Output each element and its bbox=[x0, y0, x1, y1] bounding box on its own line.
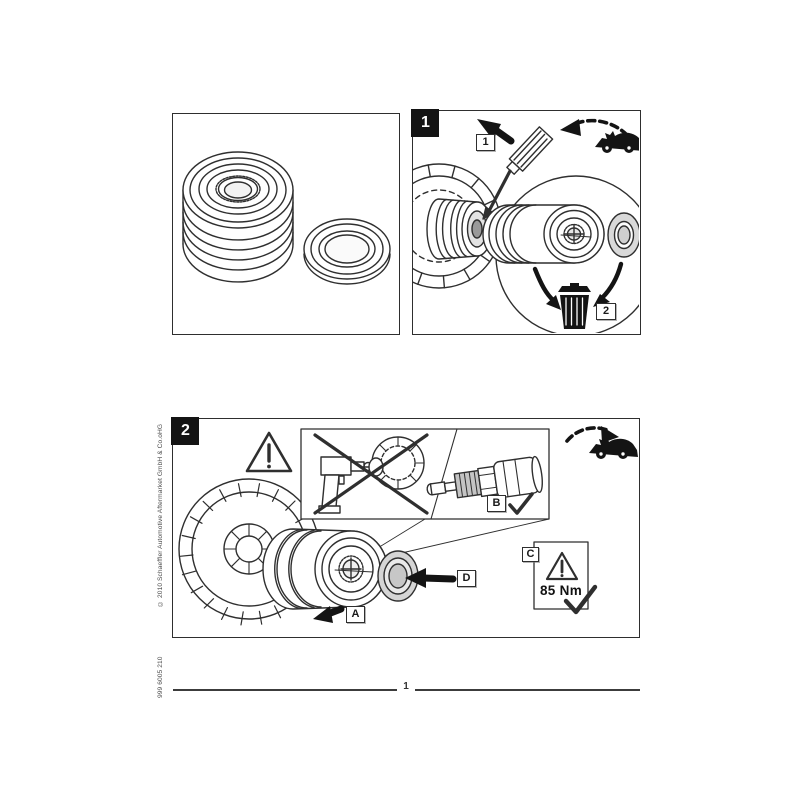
page-number: 1 bbox=[403, 681, 409, 692]
pulley-illustration bbox=[263, 529, 387, 609]
panel-parts-overview bbox=[172, 113, 400, 335]
torque-spec-box bbox=[534, 542, 595, 612]
panel-step-1 bbox=[412, 110, 641, 335]
pulley-on-alternator-illustration bbox=[427, 199, 492, 259]
footer-rule-right bbox=[415, 689, 640, 691]
step-1-illustration bbox=[413, 111, 639, 333]
panel-step-2 bbox=[172, 418, 640, 638]
label-d-cap: D bbox=[457, 570, 476, 587]
detail-cap-illustration bbox=[608, 213, 639, 257]
callout-pry-cap: 1 bbox=[476, 134, 495, 151]
torque-value: 85 Nm bbox=[539, 583, 583, 598]
step-2-number-badge: 2 bbox=[171, 417, 199, 445]
label-a-pulley: A bbox=[346, 606, 365, 623]
pulley-and-cap-illustration bbox=[173, 114, 398, 333]
detail-pulley-illustration bbox=[483, 205, 604, 263]
tool-inset-box bbox=[301, 429, 549, 519]
label-c-torque: C bbox=[522, 547, 539, 562]
step-1-number-badge: 1 bbox=[411, 109, 439, 137]
step-2-illustration bbox=[173, 419, 638, 636]
footer-rule-left bbox=[173, 689, 397, 691]
part-number-text: 999 6005 210 bbox=[157, 656, 164, 698]
callout-discard: 2 bbox=[596, 303, 616, 320]
car-with-dashed-arrow-out-icon bbox=[560, 119, 639, 153]
car-with-dashed-arrow-in-icon bbox=[567, 426, 638, 459]
warning-triangle-icon bbox=[247, 433, 291, 471]
copyright-text: © 2010 Schaeffler Automotive Aftermarket GmbH & Co.oHG bbox=[157, 423, 164, 607]
label-b-tool: B bbox=[487, 495, 506, 512]
trash-bin-icon bbox=[558, 283, 591, 329]
